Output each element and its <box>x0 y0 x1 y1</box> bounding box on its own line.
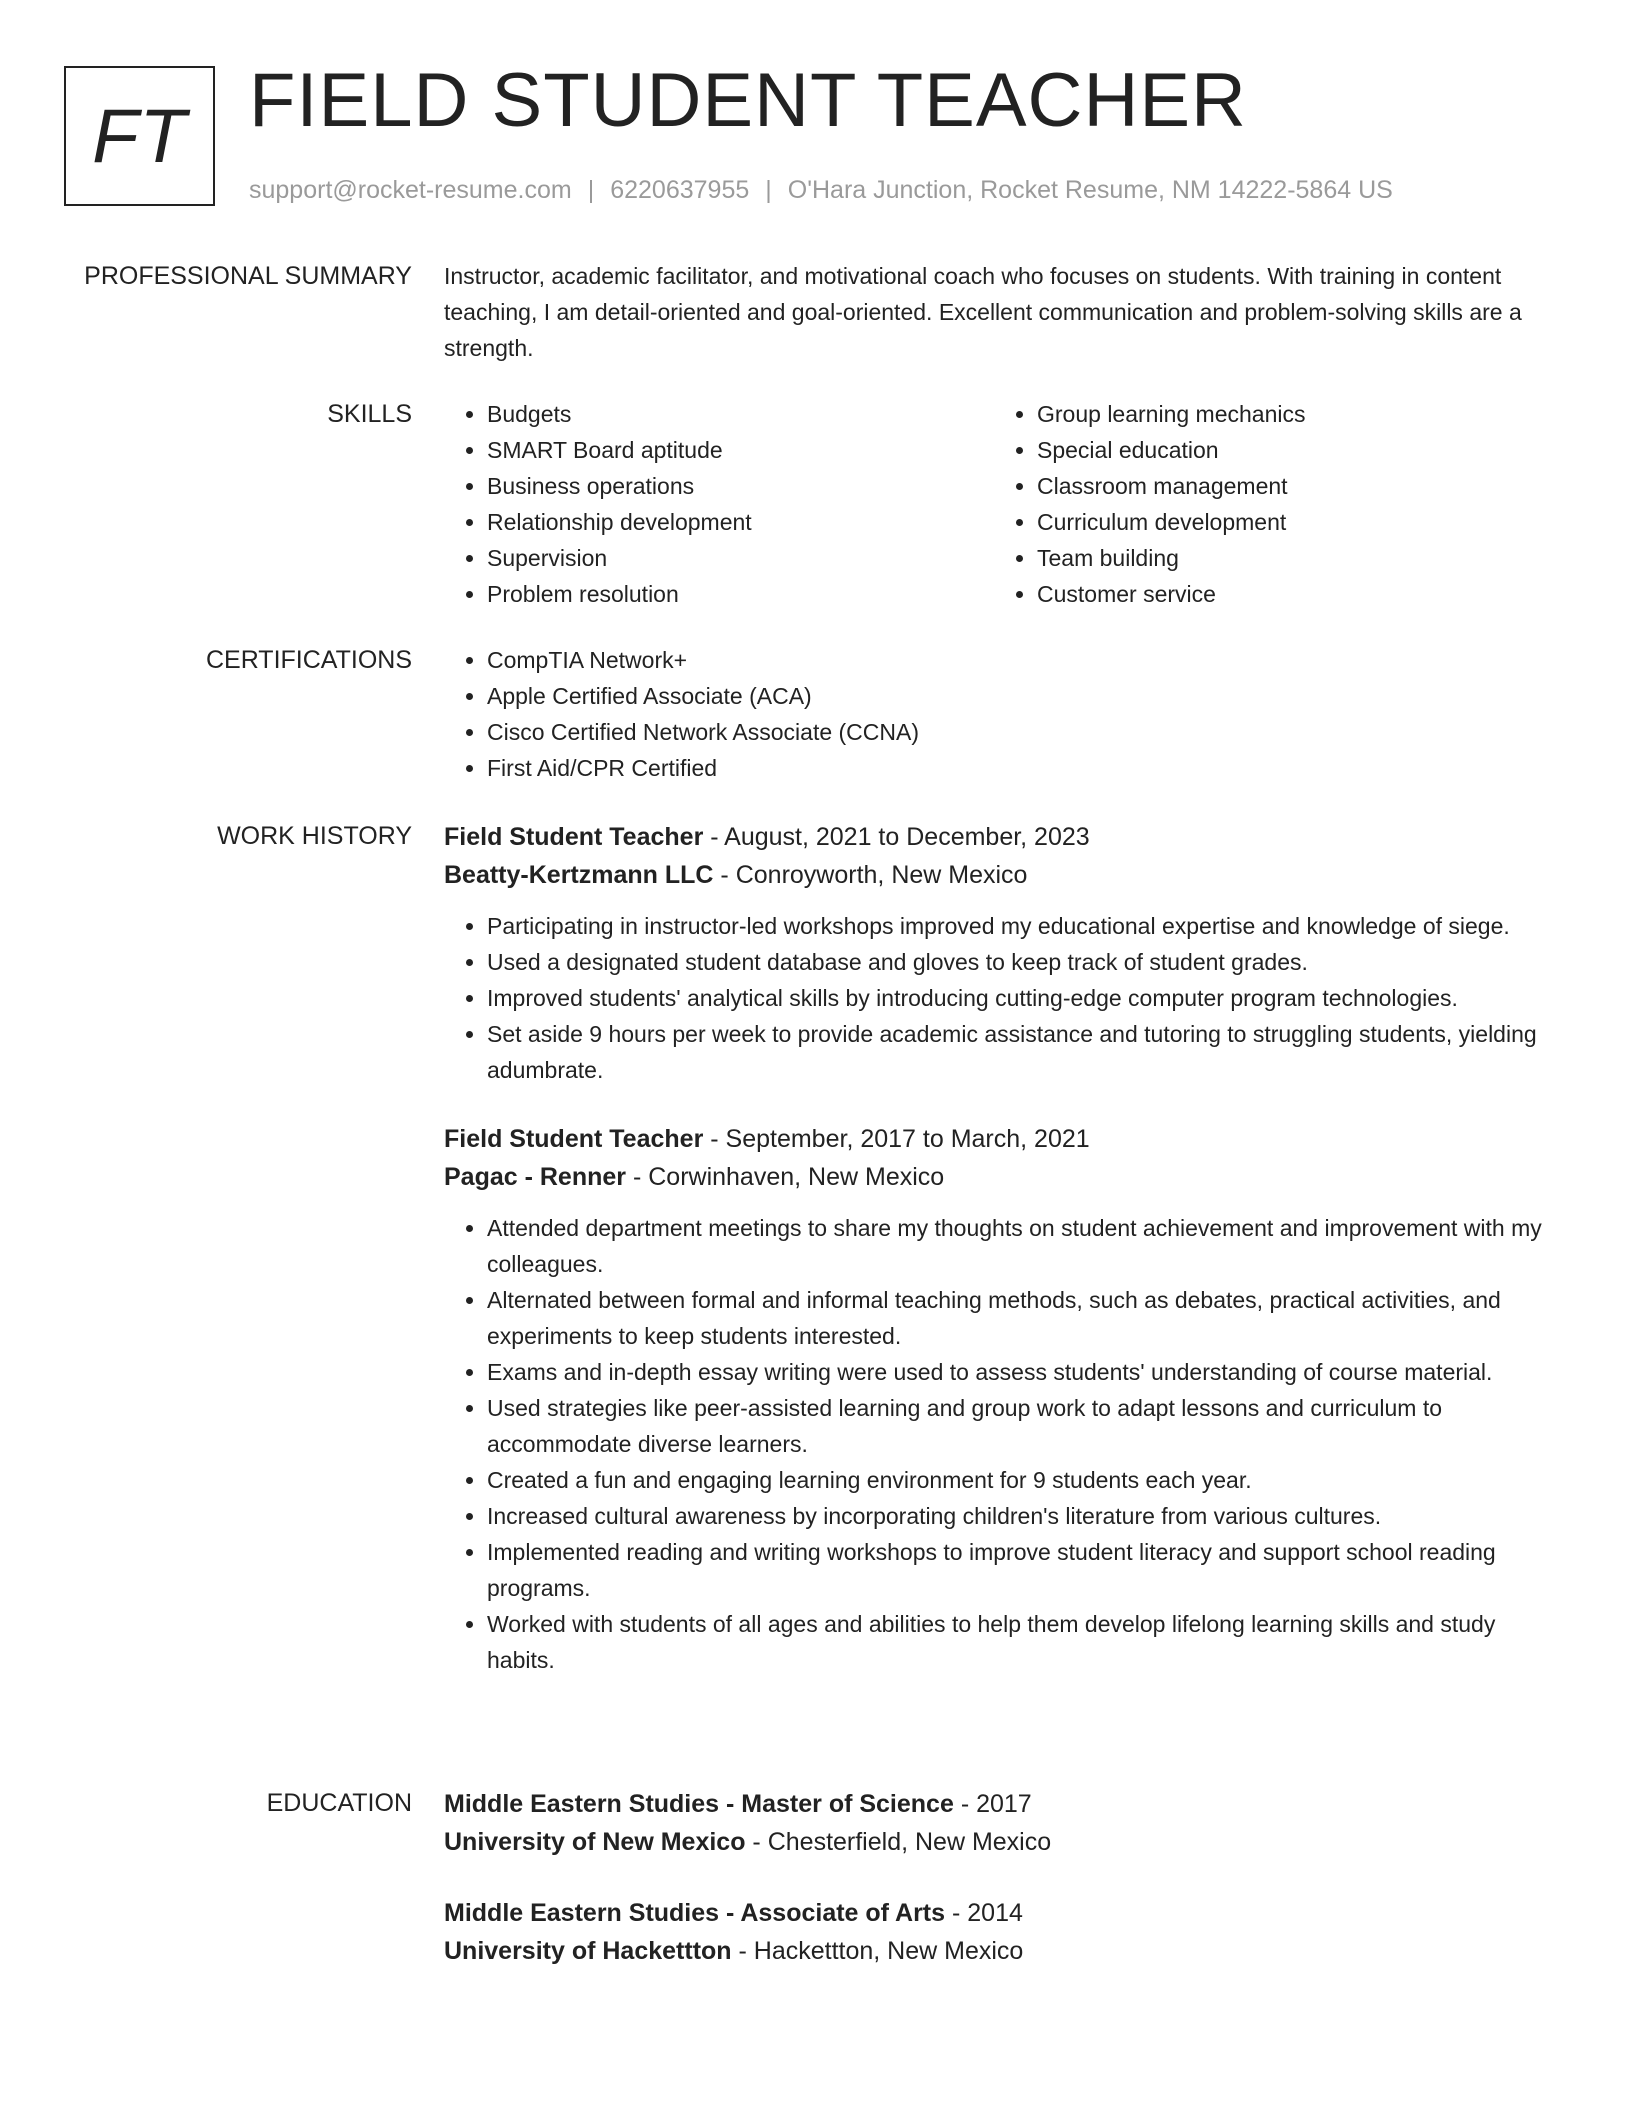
section-title-skills: SKILLS <box>327 400 412 428</box>
skill-item: • Relationship development <box>487 504 994 540</box>
contact-separator: | <box>587 176 595 204</box>
degree-line <box>444 1894 1544 1932</box>
section-title-education: EDUCATION <box>266 1789 412 1817</box>
job-bullet: • Used a designated student database and gloves to keep track of student grades. <box>487 944 1544 980</box>
certifications-list <box>444 642 1544 786</box>
job-location: - Conroyworth, New Mexico <box>713 861 1028 889</box>
school-location: - Chesterfield, New Mexico <box>745 1828 1052 1856</box>
school-line <box>444 1932 1544 1970</box>
job-bullets <box>444 908 1544 1088</box>
candidate-name: FIELD STUDENT TEACHER <box>249 58 1247 143</box>
school-location: - Hackettton, New Mexico <box>731 1937 1024 1965</box>
skill-item: • SMART Board aptitude <box>487 432 994 468</box>
job-dates: - September, 2017 to March, 2021 <box>703 1125 1090 1153</box>
job-bullet: • Increased cultural awareness by incorporating children's literature from various cultures. <box>487 1498 1544 1534</box>
job-bullet: • Used strategies like peer-assisted learning and group work to adapt lessons and curriculum to accommodate diverse learners. <box>487 1390 1544 1462</box>
contact-separator: | <box>765 176 772 204</box>
job-role: Field Student Teacher <box>444 1125 704 1153</box>
job-company: Beatty-Kertzmann LLC <box>444 861 714 889</box>
summary-text: Instructor, academic facilitator, and motivational coach who focuses on students. With training in content teaching, I am detail-oriented and goal-oriented. Excellent communication and problem-solving skills are a strength. <box>444 263 1522 361</box>
section-title-summary: PROFESSIONAL SUMMARY <box>84 262 412 290</box>
phone-number: 6220637955 <box>610 176 750 204</box>
skill-item: • Curriculum development <box>1037 504 1544 540</box>
certification-item: • First Aid/CPR Certified <box>487 750 1544 786</box>
certification-item: • CompTIA Network+ <box>487 642 1544 678</box>
job-bullet: • Worked with students of all ages and abilities to help them develop lifelong learning skills and study habits. <box>487 1606 1544 1678</box>
skill-item: • Budgets <box>487 396 994 432</box>
job-entry <box>444 1120 1544 1678</box>
job-title-line <box>444 818 1544 856</box>
job-bullets <box>444 1210 1544 1678</box>
job-company: Pagac - Renner <box>444 1163 627 1191</box>
degree-year: - 2017 <box>953 1790 1032 1818</box>
work-history-body <box>444 818 1544 1678</box>
job-title-line <box>444 1120 1544 1158</box>
skill-item: • Supervision <box>487 540 994 576</box>
degree: Middle Eastern Studies - Associate of Arts <box>444 1899 946 1927</box>
section-title-certifications: CERTIFICATIONS <box>205 646 412 674</box>
job-bullet: • Created a fun and engaging learning environment for 9 students each year. <box>487 1462 1544 1498</box>
skill-item: • Problem resolution <box>487 576 994 612</box>
contact-line <box>249 174 1393 206</box>
job-company-line <box>444 1158 1544 1196</box>
address: O'Hara Junction, Rocket Resume, NM 14222-5864 US <box>787 176 1393 204</box>
skill-item: • Customer service <box>1037 576 1544 612</box>
education-body <box>444 1785 1544 1970</box>
education-entry <box>444 1894 1544 1970</box>
degree-line <box>444 1785 1544 1823</box>
job-bullet: • Alternated between formal and informal teaching methods, such as debates, practical activities, and experiments to keep students interested. <box>487 1282 1544 1354</box>
job-bullet: • Improved students' analytical skills by introducing cutting-edge computer program technologies. <box>487 980 1544 1016</box>
education-entry <box>444 1785 1544 1861</box>
skills-columns <box>444 396 1544 612</box>
job-bullet: • Attended department meetings to share my thoughts on student achievement and improvement with my colleagues. <box>487 1210 1544 1282</box>
job-bullet: • Set aside 9 hours per week to provide academic assistance and tutoring to struggling students, yielding adumbrate. <box>487 1016 1544 1088</box>
job-company-line <box>444 856 1544 894</box>
monogram-logo: FT <box>64 66 215 206</box>
skill-item: • Business operations <box>487 468 994 504</box>
job-role: Field Student Teacher <box>444 823 704 851</box>
school: University of New Mexico <box>444 1828 746 1856</box>
section-title-work-history: WORK HISTORY <box>217 822 412 850</box>
job-dates: - August, 2021 to December, 2023 <box>703 823 1090 851</box>
degree: Middle Eastern Studies - Master of Science <box>444 1790 954 1818</box>
skills-list-right <box>994 396 1544 612</box>
skills-list-left <box>444 396 994 612</box>
certifications-body <box>444 642 1544 786</box>
school: University of Hackettton <box>444 1937 732 1965</box>
job-bullet: • Exams and in-depth essay writing were used to assess students' understanding of course material. <box>487 1354 1544 1390</box>
skill-item: • Special education <box>1037 432 1544 468</box>
skill-item: • Team building <box>1037 540 1544 576</box>
skill-item: • Classroom management <box>1037 468 1544 504</box>
email-link[interactable]: support@rocket-resume.com <box>249 176 572 204</box>
school-line <box>444 1823 1544 1861</box>
certification-item: • Cisco Certified Network Associate (CCNA) <box>487 714 1544 750</box>
job-bullet: • Participating in instructor-led workshops improved my educational expertise and knowledge of siege. <box>487 908 1544 944</box>
certification-item: • Apple Certified Associate (ACA) <box>487 678 1544 714</box>
degree-year: - 2014 <box>945 1899 1023 1927</box>
job-entry <box>444 818 1544 1088</box>
job-location: - Corwinhaven, New Mexico <box>626 1163 945 1191</box>
job-bullet: • Implemented reading and writing workshops to improve student literacy and support school reading programs. <box>487 1534 1544 1606</box>
skill-item: • Group learning mechanics <box>1037 396 1544 432</box>
